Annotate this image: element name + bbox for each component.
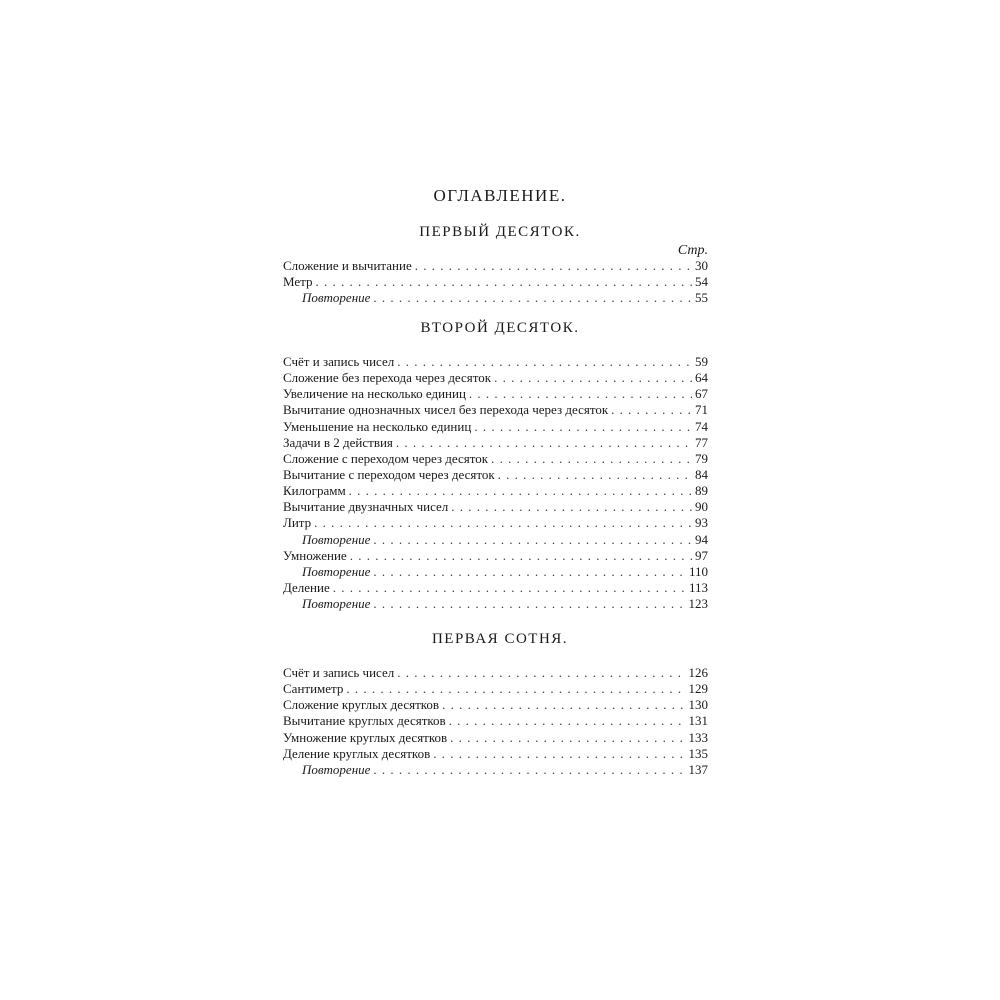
toc-entry: [283, 386, 708, 402]
dot-leader: [373, 596, 685, 612]
toc-entry: [283, 467, 708, 483]
toc-entry: [283, 697, 708, 713]
toc-entry-label: Повторение: [302, 596, 371, 612]
toc-entry-label: Деление: [283, 579, 330, 595]
toc-entry: [283, 483, 708, 499]
toc-entry-page-number: 135: [688, 745, 708, 761]
dot-leader: [611, 402, 692, 418]
dot-leader: [469, 386, 692, 402]
section-heading-3: ПЕРВАЯ СОТНЯ.: [431, 631, 569, 647]
toc-entry-page-number: 97: [695, 547, 708, 563]
toc-entry-label: Сложение с переходом через десяток: [283, 450, 489, 466]
toc-entry-label: Увеличение на несколько единиц: [283, 386, 466, 402]
toc-entry-page-number: 129: [688, 681, 708, 697]
dot-leader: [491, 451, 692, 467]
toc-entry-page-number: 110: [688, 563, 708, 579]
toc-entry: [283, 665, 708, 681]
toc-entry: [283, 290, 708, 306]
toc-entry-page-number: 137: [688, 761, 708, 777]
toc-entry: [283, 419, 708, 435]
toc-entry-label: Умножение: [283, 547, 347, 563]
dot-leader: [415, 258, 692, 274]
toc-entry-label: Счёт и запись чисел: [283, 354, 395, 369]
dot-leader: [449, 713, 686, 729]
toc-entry-label: Умножение круглых десятков: [283, 729, 448, 745]
toc-entry: [283, 746, 708, 762]
toc-entry-label: Вычитание двузначных чисел: [283, 499, 449, 515]
toc-entry: [283, 451, 708, 467]
toc-entry-label: Сложение круглых десятков: [283, 697, 440, 713]
toc-entry-page-number: 123: [688, 596, 708, 612]
toc-entry-page-number: 71: [695, 402, 708, 418]
dot-leader: [346, 681, 685, 697]
toc-entry-page-number: 54: [695, 274, 708, 290]
toc-entry-label: Сложение без перехода через десяток: [283, 370, 492, 386]
dot-leader: [350, 548, 692, 564]
toc-entry: [283, 762, 708, 778]
dot-leader: [397, 354, 692, 370]
toc-entry-page-number: 113: [688, 579, 708, 595]
dot-leader: [373, 290, 692, 306]
toc-entry: [283, 713, 708, 729]
toc-section-2: [283, 354, 708, 612]
dot-leader: [373, 564, 686, 580]
toc-entry-label: Деление круглых десятков: [283, 745, 431, 761]
dot-leader: [450, 730, 685, 746]
toc-entry-page-number: 90: [695, 499, 708, 515]
toc-entry: [283, 435, 708, 451]
toc-entry-page-number: 79: [695, 450, 708, 466]
toc-entry-label: Килограмм: [283, 483, 346, 499]
toc-entry-label: Счёт и запись чисел: [283, 665, 395, 680]
toc-entry-label: Задачи в 2 действия: [283, 434, 393, 450]
dot-leader: [451, 499, 692, 515]
dot-leader: [373, 762, 685, 778]
toc-entry: [283, 258, 708, 274]
toc-entry-label: Повторение: [302, 563, 371, 579]
toc-entry-label: Вычитание с переходом через десяток: [283, 466, 495, 482]
page-column-label: Стр.: [677, 243, 708, 258]
toc-entry: [283, 730, 708, 746]
toc-entry-label: Метр: [283, 274, 313, 290]
toc-entry: [283, 370, 708, 386]
dot-leader: [314, 515, 692, 531]
page-title: ОГЛАВЛЕНИЕ.: [433, 186, 567, 205]
toc-entry: [283, 580, 708, 596]
toc-entry: [283, 681, 708, 697]
toc-entry: [283, 274, 708, 290]
dot-leader: [333, 580, 686, 596]
toc-entry-label: Уменьшение на несколько единиц: [283, 418, 472, 434]
toc-entry-page-number: 55: [695, 290, 708, 306]
toc-entry-page-number: 94: [695, 531, 708, 547]
toc-entry-page-number: 130: [688, 697, 708, 713]
toc-entry: [283, 532, 708, 548]
toc-entry: [283, 354, 708, 370]
toc-entry-page-number: 30: [695, 258, 708, 273]
toc-entry-page-number: 133: [688, 729, 708, 745]
dot-leader: [474, 419, 692, 435]
dot-leader: [442, 697, 685, 713]
toc-entry: [283, 515, 708, 531]
toc-entry-page-number: 89: [695, 483, 708, 499]
toc-entry-label: Литр: [283, 515, 312, 531]
toc-entry: [283, 596, 708, 612]
toc-entry-page-number: 64: [695, 370, 708, 386]
toc-section-1: [283, 258, 708, 306]
toc-entry: [283, 548, 708, 564]
toc-entry-label: Вычитание круглых десятков: [283, 713, 446, 729]
dot-leader: [397, 665, 685, 681]
toc-entry-page-number: 93: [695, 515, 708, 531]
toc-entry-label: Повторение: [302, 290, 371, 306]
section-heading-2: ВТОРОЙ ДЕСЯТОК.: [420, 320, 580, 336]
toc-entry-label: Повторение: [302, 761, 371, 777]
dot-leader: [498, 467, 692, 483]
toc-entry: [283, 402, 708, 418]
toc-entry-page-number: 59: [695, 354, 708, 369]
toc-entry: [283, 564, 708, 580]
toc-entry-page-number: 84: [695, 466, 708, 482]
dot-leader: [396, 435, 692, 451]
toc-entry-label: Сложение и вычитание: [283, 258, 412, 273]
toc-entry-label: Сантиметр: [283, 681, 344, 697]
toc-entry-page-number: 77: [695, 434, 708, 450]
dot-leader: [373, 532, 692, 548]
toc-entry-page-number: 67: [695, 386, 708, 402]
toc-entry: [283, 499, 708, 515]
toc-entry-label: Повторение: [302, 531, 371, 547]
toc-entry-page-number: 131: [688, 713, 708, 729]
toc-section-3: [283, 665, 708, 778]
toc-entry-page-number: 74: [695, 418, 708, 434]
section-heading-1: ПЕРВЫЙ ДЕСЯТОК.: [419, 224, 581, 240]
dot-leader: [494, 370, 692, 386]
dot-leader: [349, 483, 692, 499]
toc-entry-label: Вычитание однозначных чисел без перехода через десяток: [283, 402, 609, 418]
dot-leader: [316, 274, 693, 290]
dot-leader: [433, 746, 685, 762]
toc-entry-page-number: 126: [688, 665, 708, 680]
